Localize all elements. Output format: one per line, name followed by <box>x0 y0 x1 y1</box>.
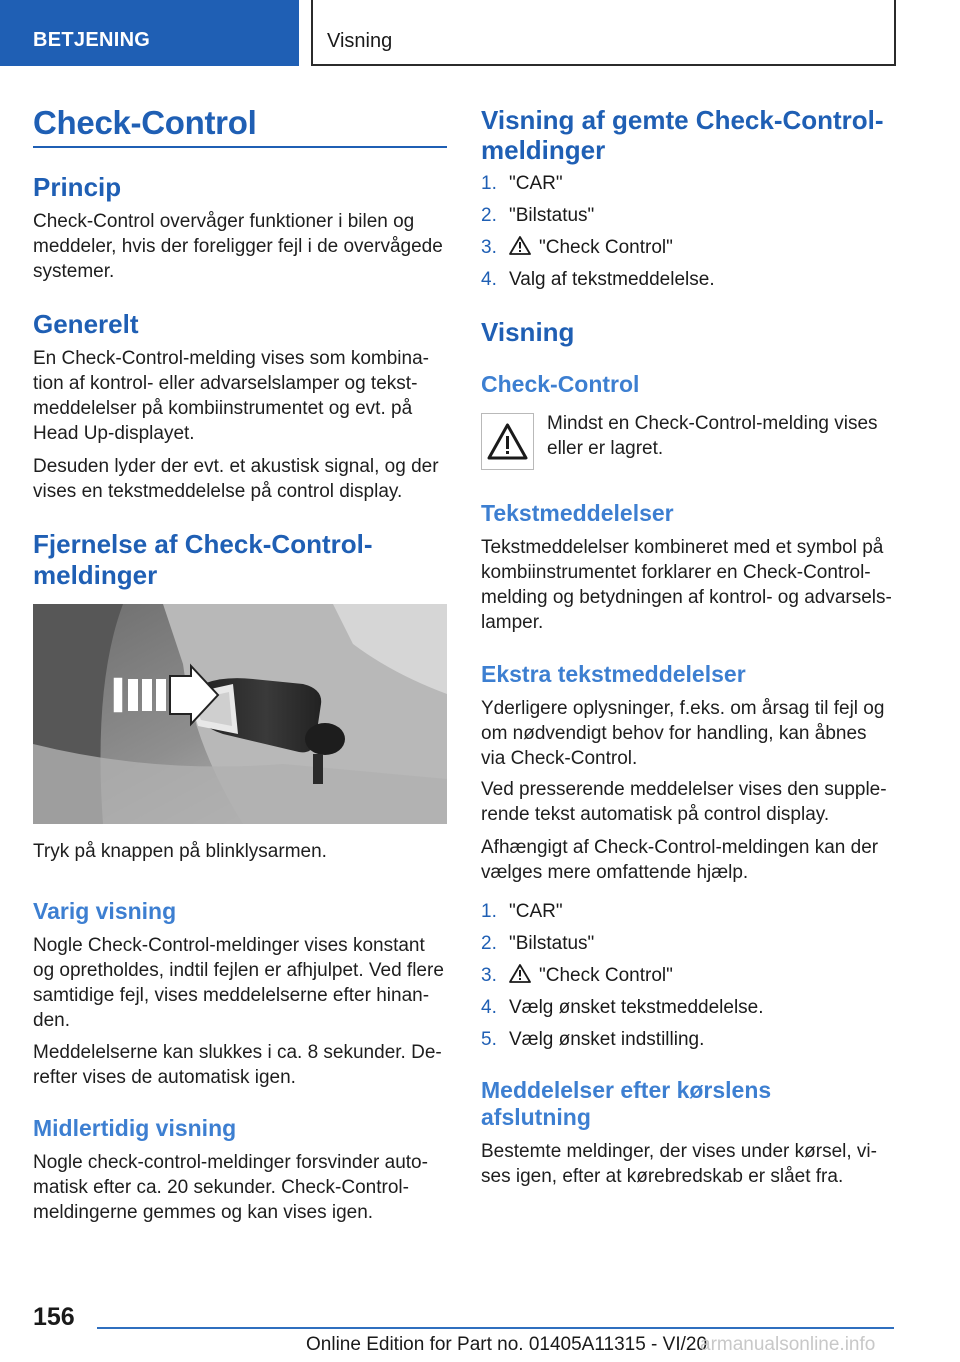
ekstra-paragraph-3: Afhængigt af Check-Control-meldingen kan der vælges mere omfattende hjælp. <box>481 837 879 883</box>
step-number: 2. <box>481 933 497 954</box>
step-number: 1. <box>481 901 497 922</box>
fjernelse-caption: Tryk på knappen på blinklysarmen. <box>33 841 327 862</box>
title-rule <box>33 146 447 148</box>
heading-varig: Varig visning <box>33 898 177 924</box>
list-item <box>481 900 901 924</box>
step-text: "CAR" <box>509 901 563 922</box>
heading-princip: Princip <box>33 172 122 202</box>
footer-rule <box>97 1327 894 1329</box>
check-control-text: Mindst en Check-Control-melding vises eller er lagret. <box>547 413 878 459</box>
step-text: "Bilstatus" <box>509 933 595 954</box>
step-text: "CAR" <box>509 173 563 194</box>
edition-text: Online Edition for Part no. 01405A11315 - VI/20 <box>306 1334 708 1355</box>
step-number: 3. <box>481 965 497 986</box>
heading-visning: Visning <box>481 317 575 347</box>
warning-triangle-icon <box>509 236 531 255</box>
turn-signal-stalk-photo <box>33 604 447 824</box>
step-text: Vælg ønsket tekstmeddelelse. <box>509 997 764 1018</box>
page-title: Check-Control <box>33 104 257 141</box>
list-item <box>481 1028 901 1052</box>
step-number: 4. <box>481 269 497 290</box>
warning-triangle-icon <box>509 964 531 983</box>
list-item <box>481 996 901 1020</box>
section-tab <box>0 0 299 66</box>
warning-symbol-box <box>481 413 534 470</box>
tekstmeddelelser-text: Tekstmeddelelser kombineret med et symbol på kombiinstrumentet forklarer en Check-Control-melding og betydningen af kontrol- og advarselslamper. <box>481 537 892 633</box>
princip-text: Check-Control overvåger funktioner i bilen og meddeler, hvis der foreligger fejl i de overvågede systemer. <box>33 211 443 282</box>
step-text: "Check Control" <box>539 965 673 986</box>
varig-paragraph-1: Nogle Check-Control-meldinger vises konstant og opretholdes, indtil fejlen er afhjulpet. Ved flere samtidige fejl, vises meddelelserne efter hinanden. <box>33 935 444 1031</box>
step-number: 5. <box>481 1029 497 1050</box>
midlertidig-paragraph: Nogle check-control-meldinger forsvinder automatisk efter ca. 20 sekunder. Check-Control-meldingerne gemmes og kan vises igen. <box>33 1152 428 1223</box>
heading-midlertidig: Midlertidig visning <box>33 1115 237 1141</box>
ekstra-paragraph-2: Ved presserende meddelelser vises den supplerende tekst automatisk på control display. <box>481 779 887 825</box>
list-item <box>481 268 901 292</box>
section-title: BETJENING <box>33 29 151 51</box>
page-number: 156 <box>33 1303 75 1331</box>
list-item <box>481 964 901 988</box>
heading-gemte: Visning af gemte Check-Control-meldinger <box>481 105 884 165</box>
heading-efter: Meddelelser efter kørslens afslutning <box>481 1077 772 1130</box>
list-item <box>481 204 901 228</box>
heading-tekstmeddelelser: Tekstmeddelelser <box>481 500 674 526</box>
efter-text: Bestemte meldinger, der vises under kørsel, vises igen, efter at kørebredskab er slået fra. <box>481 1141 877 1187</box>
varig-paragraph-2: Meddelelserne kan slukkes i ca. 8 sekunder. Derefter vises de automatisk igen. <box>33 1042 442 1088</box>
step-number: 4. <box>481 997 497 1018</box>
warning-triangle-icon <box>482 414 533 469</box>
heading-generelt: Generelt <box>33 309 139 339</box>
list-item <box>481 236 901 260</box>
chapter-title: Visning <box>327 30 393 52</box>
heading-fjernelse: Fjernelse af Check-Control-meldinger <box>33 529 373 590</box>
step-number: 1. <box>481 173 497 194</box>
step-text: Valg af tekstmeddelelse. <box>509 269 715 290</box>
heading-check-control: Check-Control <box>481 371 640 397</box>
list-item <box>481 932 901 956</box>
step-number: 2. <box>481 205 497 226</box>
chapter-tab <box>311 0 896 66</box>
step-text: "Bilstatus" <box>509 205 595 226</box>
step-text: Vælg ønsket indstilling. <box>509 1029 705 1050</box>
heading-ekstra: Ekstra tekstmeddelelser <box>481 661 746 687</box>
ekstra-paragraph-1: Yderligere oplysninger, f.eks. om årsag til fejl og om nødvendigt behov for handling, kan åbnes via Check-Control. <box>481 698 885 769</box>
step-number: 3. <box>481 237 497 258</box>
watermark: armanualsonline.info <box>700 1334 876 1355</box>
generelt-paragraph-2: Desuden lyder der evt. et akustisk signal, og der vises en tekstmeddelelse på control display. <box>33 456 439 502</box>
list-item <box>481 172 901 196</box>
generelt-paragraph-1: En Check-Control-melding vises som kombination af kontrol- eller advarselslamper og tekstmeddelelser på kombiinstrumentet og evt. på Head Up-displayet. <box>33 348 429 444</box>
step-text: "Check Control" <box>539 237 673 258</box>
